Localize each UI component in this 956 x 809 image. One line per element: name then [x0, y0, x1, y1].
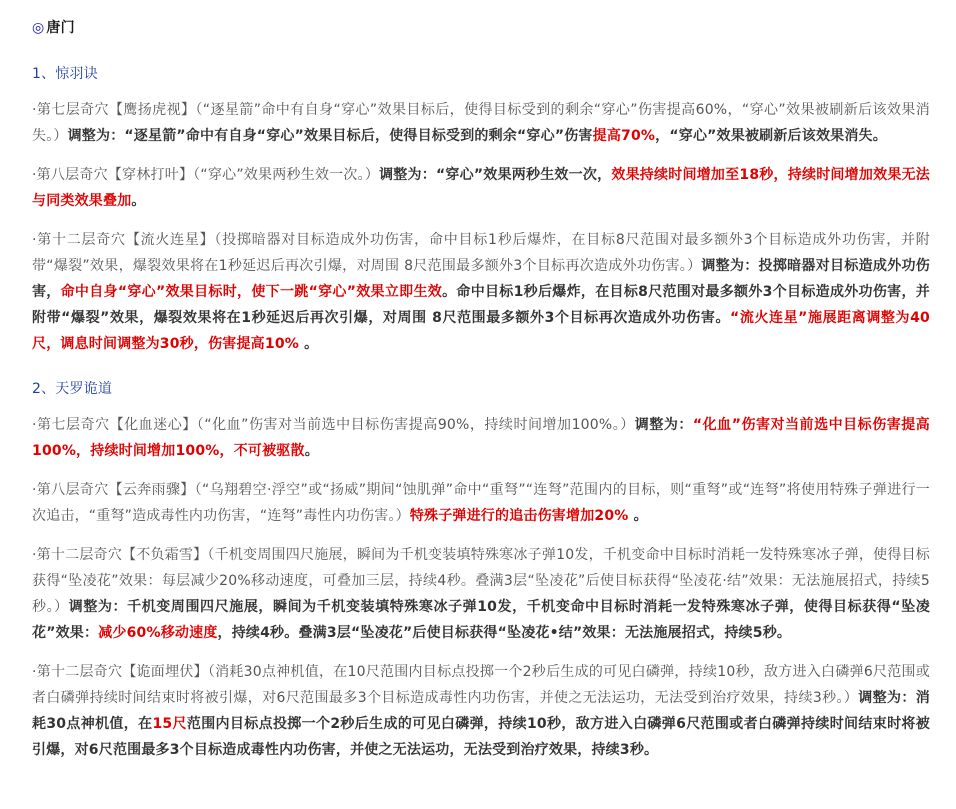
talent-change-paragraph	[32, 542, 930, 646]
talent-change-paragraph	[32, 412, 930, 464]
adjusted-text: 。	[299, 336, 319, 352]
highlight-text: 减少60%移动速度	[98, 625, 218, 641]
talent-change-paragraph	[32, 227, 930, 357]
adjusted-text: 。	[628, 508, 648, 524]
highlight-text: 15尺	[152, 716, 187, 732]
adjusted-text: 。	[304, 443, 319, 459]
highlight-text: 特殊子弹进行的追击伤害增加20%	[409, 508, 629, 524]
sect-heading	[32, 18, 930, 42]
adjusted-text: 调整为：投掷暗器对目标造成外功伤害，	[32, 258, 930, 300]
adjusted-text: 调整为：消耗30点神机值，在	[32, 690, 930, 732]
adjusted-text: ，“穿心”效果被刷新后该效果消失。	[655, 128, 887, 144]
highlight-text: 命中自身“穿心”效果目标时，使下一跳“穿心”效果立即生效	[60, 284, 443, 300]
adjusted-text: 调整为：	[634, 417, 693, 433]
adjusted-text: 。命中目标1秒后爆炸，在目标8尺范围对最多额外3个目标造成外功伤害，并附带“爆裂”效果，爆裂效果将在1秒延迟后再次引爆，对周围 8尺范围最多额外3个目标再次造成外功伤害。	[32, 284, 930, 326]
sect-title: 唐门	[46, 20, 75, 36]
original-text: ·第十二层奇穴【流火连星】（投掷暗器对目标造成外功伤害，命中目标1秒后爆炸，在目标8尺范围对最多额外3个目标造成外功伤害，并附带“爆裂”效果，爆裂效果将在1秒延迟后再次引爆，对周围 8尺范围最多额外3个目标再次造成外功伤害。）	[32, 232, 930, 274]
highlight-text: 效果持续时间增加至18秒，持续时间增加效果无法与同类效果叠加	[32, 167, 930, 209]
adjusted-text: 范围内目标点投掷一个2秒后生成的可见白磷弹，持续10秒，敌方进入白磷弹6尺范围或者白磷弹持续时间结束时将被引爆，对6尺范围最多3个目标造成毒性内功伤害，并使之无法运功，无法受到治疗效果，持续3秒。	[32, 716, 930, 758]
adjusted-text: ，持续4秒。叠满3层“坠凌花”后使目标获得“坠凌花•结”效果：无法施展招式，持续5秒。	[217, 625, 792, 641]
circle-bullet-icon: ◎	[32, 20, 45, 36]
talent-change-paragraph	[32, 162, 930, 214]
adjusted-text: 。	[131, 193, 146, 209]
adjusted-text: 调整为：“逐星箭”命中有自身“穿心”效果目标后，使得目标受到的剩余“穿心”伤害	[67, 128, 593, 144]
talent-change-paragraph	[32, 659, 930, 763]
highlight-text: “流火连星”施展距离调整为40尺，调息时间调整为30秒，伤害提高10%	[32, 310, 930, 352]
adjusted-text: 调整为：“穿心”效果两秒生效一次，	[379, 167, 612, 183]
sections	[32, 64, 930, 763]
original-text: ·第七层奇穴【化血迷心】（“化血”伤害对当前选中目标伤害提高90%，持续时间增加100%。）	[32, 417, 635, 433]
adjusted-text: 调整为：千机变周围四尺施展，瞬间为千机变装填特殊寒冰子弹10发，千机变命中目标时消耗一发特殊寒冰子弹，使得目标获得“坠凌花”效果：	[32, 599, 930, 641]
section-title: 1、惊羽诀	[32, 66, 98, 82]
original-text: ·第十二层奇穴【不负霜雪】（千机变周围四尺施展，瞬间为千机变装填特殊寒冰子弹10发，千机变命中目标时消耗一发特殊寒冰子弹，使得目标获得“坠凌花”效果：每层减少20%移动速度，可叠加三层，持续4秒。叠满3层“坠凌花”后使目标获得“坠凌花·结”效果：无法施展招式，持续5秒。）	[32, 547, 930, 615]
original-text: ·第八层奇穴【云奔雨骤】（“乌翔碧空·浮空”或“扬威”期间“蚀肌弹”命中“重弩”“连弩”范围内的目标，则“重弩”或“连弩”将使用特殊子弹进行一次追击，“重弩”造成毒性内功伤害，“连弩”毒性内功伤害。）	[32, 482, 930, 524]
section-title: 2、天罗诡道	[32, 381, 113, 397]
highlight-text: 提高70%	[592, 128, 656, 144]
original-text: ·第八层奇穴【穿林打叶】（“穿心”效果两秒生效一次。）	[32, 167, 380, 183]
highlight-text: “化血”伤害对当前选中目标伤害提高100%，持续时间增加100%，不可被驱散	[32, 417, 930, 459]
talent-change-paragraph	[32, 97, 930, 149]
original-text: ·第七层奇穴【鹰扬虎视】（“逐星箭”命中有自身“穿心”效果目标后，使得目标受到的剩余“穿心”伤害提高60%，“穿心”效果被刷新后该效果消失。）	[32, 102, 930, 144]
original-text: ·第十二层奇穴【诡面埋伏】（消耗30点神机值，在10尺范围内目标点投掷一个2秒后生成的可见白磷弹，持续10秒，敌方进入白磷弹6尺范围或者白磷弹持续时间结束时将被引爆，对6尺范围最多3个目标造成毒性内功伤害，并使之无法运功，无法受到治疗效果，持续3秒。）	[32, 664, 930, 706]
talent-change-paragraph	[32, 477, 930, 529]
